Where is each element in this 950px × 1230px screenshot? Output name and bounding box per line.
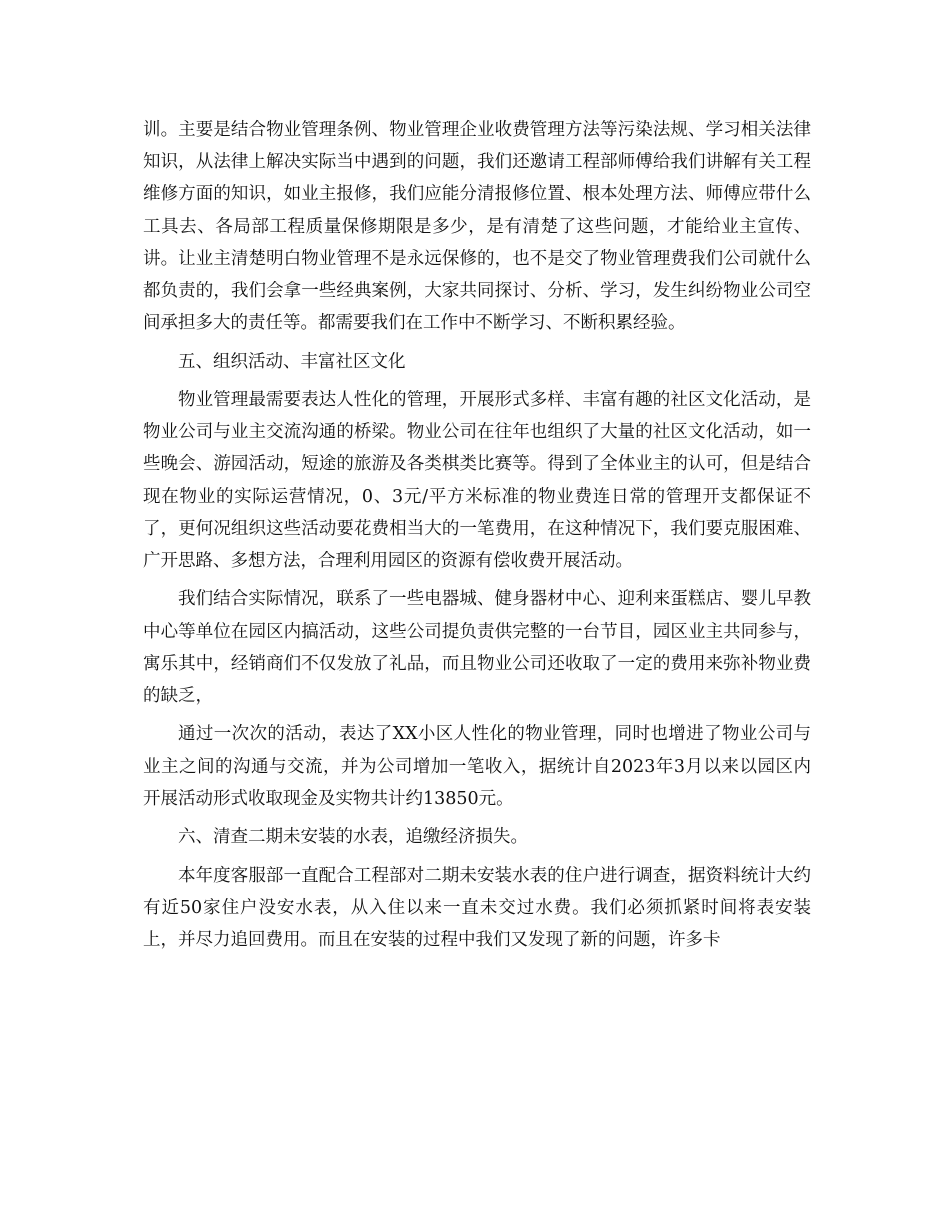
section-heading-six: 六、清查二期未安装的水表，追缴经济损失。 xyxy=(178,827,528,848)
paragraph-continuation: 训。主要是结合物业管理条例、物业管理企业收费管理方法等污染法规、学习相关法律知识，从法律上解决实际当中遇到的问题，我们还邀请工程部师傅给我们讲解有关工程维修方面的知识，如业主报修，我们应能分清报修位置、根本处理方法、师傅应带什么工具去、各局部工程质量保修期限是多少，是有清楚了这些问题，才能给业主宣传、讲。让业主清楚明白物业管理不是永远保修的，也不是交了物业管理费我们公司就什么都负责的，我们会拿一些经典案例，大家共同探讨、分析、学习，发生纠纷物业公司空间承担多大的责任等。都需要我们在工作中不断学习、不断积累经验。 xyxy=(143,120,811,334)
paragraph-community-culture: 物业管理最需要表达人性化的管理，开展形式多样、丰富有趣的社区文化活动，是物业公司与业主交流沟通的桥梁。物业公司在往年也组织了大量的社区文化活动，如一些晚会、游园活动，短途的旅游及各类棋类比赛等。得到了全体业主的认可，但是结合现在物业的实际运营情况，0、3元/平方米标准的物业费连日常的管理开支都保证不了，更何况组织这些活动要花费相当大的一笔费用，在这种情况下，我们要克服困难、广开思路、多想方法，合理利用园区的资源有偿收费开展活动。 xyxy=(143,390,811,572)
section-heading-five: 五、组织活动、丰富社区文化 xyxy=(178,351,406,372)
paragraph-activity-income: 通过一次次的活动，表达了XX小区人性化的物业管理，同时也增进了物业公司与业主之间的沟通与交流，并为公司增加一笔收入，据统计自2023年3月以来以园区内开展活动形式收取现金及实物共计约13850元。 xyxy=(143,724,811,809)
paragraph-water-meters: 本年度客服部一直配合工程部对二期未安装水表的住户进行调查，据资料统计大约有近50家住户没安水表，从入住以来一直未交过水费。我们必须抓紧时间将表安装上，并尽力追回费用。而且在安装的过程中我们又发现了新的问题，许多卡 xyxy=(143,865,811,950)
document-page xyxy=(143,114,811,962)
paragraph-partner-activities: 我们结合实际情况，联系了一些电器城、健身器材中心、迎利来蛋糕店、婴儿早教中心等单位在园区内搞活动，这些公司提负责供完整的一台节目，园区业主共同参与，寓乐其中，经销商们不仅发放了礼品，而且物业公司还收取了一定的费用来弥补物业费的缺乏， xyxy=(143,589,811,707)
